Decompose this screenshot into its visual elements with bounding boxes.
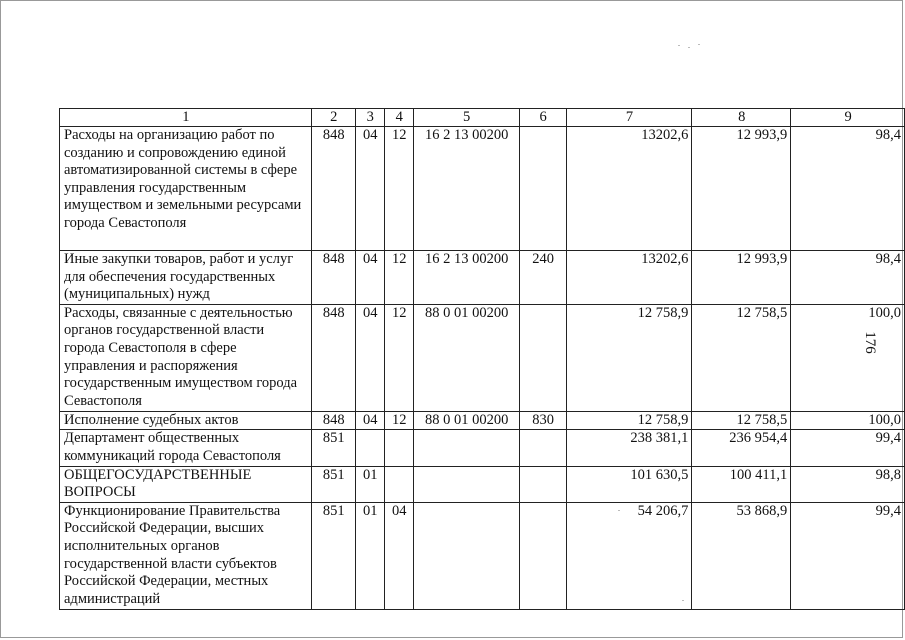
cell-c5: 16 2 13 00200	[413, 251, 519, 305]
column-number: 6	[519, 109, 566, 127]
cell-c6	[519, 502, 566, 609]
row-name: Иные закупки товаров, работ и услуг для обеспечения государственных (муниципальных) нужд	[60, 251, 312, 305]
cell-c9: 100,0	[791, 411, 905, 430]
cell-c5: 88 0 01 00200	[413, 304, 519, 411]
cell-c2: 848	[311, 304, 355, 411]
cell-c7: 54 206,7	[566, 502, 692, 609]
table-row	[60, 251, 905, 305]
cell-c7: 238 381,1	[566, 430, 692, 466]
row-name: ОБЩЕГОСУДАРСТВЕННЫЕ ВОПРОСЫ	[60, 466, 312, 502]
cell-c6: 240	[519, 251, 566, 305]
column-number: 8	[692, 109, 791, 127]
cell-c8: 236 954,4	[692, 430, 791, 466]
cell-c4: 04	[384, 502, 413, 609]
page-number: 176	[861, 331, 878, 354]
cell-c4	[384, 430, 413, 466]
cell-c8: 12 993,9	[692, 127, 791, 251]
scan-speck	[698, 44, 700, 45]
cell-c4: 12	[384, 127, 413, 251]
cell-c8: 12 758,5	[692, 411, 791, 430]
table-row	[60, 502, 905, 609]
cell-c2: 851	[311, 466, 355, 502]
row-name: Расходы, связанные с деятельностью органов государственной власти города Севастополя в сфере управления и распоряжения государственным имуществом города Севастополя	[60, 304, 312, 411]
cell-c4: 12	[384, 251, 413, 305]
column-number: 1	[60, 109, 312, 127]
cell-c5	[413, 466, 519, 502]
column-number-row	[60, 109, 905, 127]
cell-c8: 53 868,9	[692, 502, 791, 609]
cell-c4	[384, 466, 413, 502]
table-row	[60, 466, 905, 502]
cell-c3: 01	[355, 502, 384, 609]
cell-c7: 101 630,5	[566, 466, 692, 502]
cell-c4: 12	[384, 304, 413, 411]
cell-c9: 100,0	[791, 304, 905, 411]
row-name: Департамент общественных коммуникаций города Севастополя	[60, 430, 312, 466]
column-number: 7	[566, 109, 692, 127]
cell-c3: 01	[355, 466, 384, 502]
cell-c9: 98,4	[791, 127, 905, 251]
cell-c7: 12 758,9	[566, 304, 692, 411]
cell-c3: 04	[355, 304, 384, 411]
cell-c5	[413, 430, 519, 466]
cell-c6	[519, 466, 566, 502]
cell-c7: 13202,6	[566, 251, 692, 305]
cell-c5: 16 2 13 00200	[413, 127, 519, 251]
cell-c6	[519, 304, 566, 411]
scan-speck	[682, 600, 684, 601]
scan-speck	[688, 47, 690, 48]
column-number: 9	[791, 109, 905, 127]
scan-speck	[618, 510, 620, 511]
table-row	[60, 430, 905, 466]
cell-c3: 04	[355, 127, 384, 251]
column-number: 3	[355, 109, 384, 127]
cell-c3: 04	[355, 411, 384, 430]
row-name: Функционирование Правительства Российской Федерации, высших исполнительных органов государственной власти субъектов Российской Федерации, местных администраций	[60, 502, 312, 609]
column-number: 5	[413, 109, 519, 127]
cell-c2: 848	[311, 127, 355, 251]
table-row	[60, 127, 905, 251]
cell-c2: 848	[311, 251, 355, 305]
cell-c9: 98,4	[791, 251, 905, 305]
column-number: 4	[384, 109, 413, 127]
row-name: Расходы на организацию работ по созданию и сопровождению единой автоматизированной системы в сфере управления государственным имуществом и земельными ресурсами города Севастополя	[60, 127, 312, 251]
row-name: Исполнение судебных актов	[60, 411, 312, 430]
cell-c9: 99,4	[791, 502, 905, 609]
cell-c7: 12 758,9	[566, 411, 692, 430]
cell-c6: 830	[519, 411, 566, 430]
table-row	[60, 304, 905, 411]
cell-c2: 851	[311, 502, 355, 609]
column-number: 2	[311, 109, 355, 127]
cell-c2: 851	[311, 430, 355, 466]
cell-c8: 12 758,5	[692, 304, 791, 411]
cell-c3	[355, 430, 384, 466]
table-row	[60, 411, 905, 430]
cell-c6	[519, 127, 566, 251]
budget-table	[59, 108, 905, 610]
scan-speck	[678, 45, 680, 46]
cell-c8: 100 411,1	[692, 466, 791, 502]
cell-c8: 12 993,9	[692, 251, 791, 305]
cell-c7: 13202,6	[566, 127, 692, 251]
cell-c5: 88 0 01 00200	[413, 411, 519, 430]
cell-c5	[413, 502, 519, 609]
cell-c4: 12	[384, 411, 413, 430]
cell-c3: 04	[355, 251, 384, 305]
cell-c9: 98,8	[791, 466, 905, 502]
cell-c6	[519, 430, 566, 466]
cell-c2: 848	[311, 411, 355, 430]
cell-c9: 99,4	[791, 430, 905, 466]
